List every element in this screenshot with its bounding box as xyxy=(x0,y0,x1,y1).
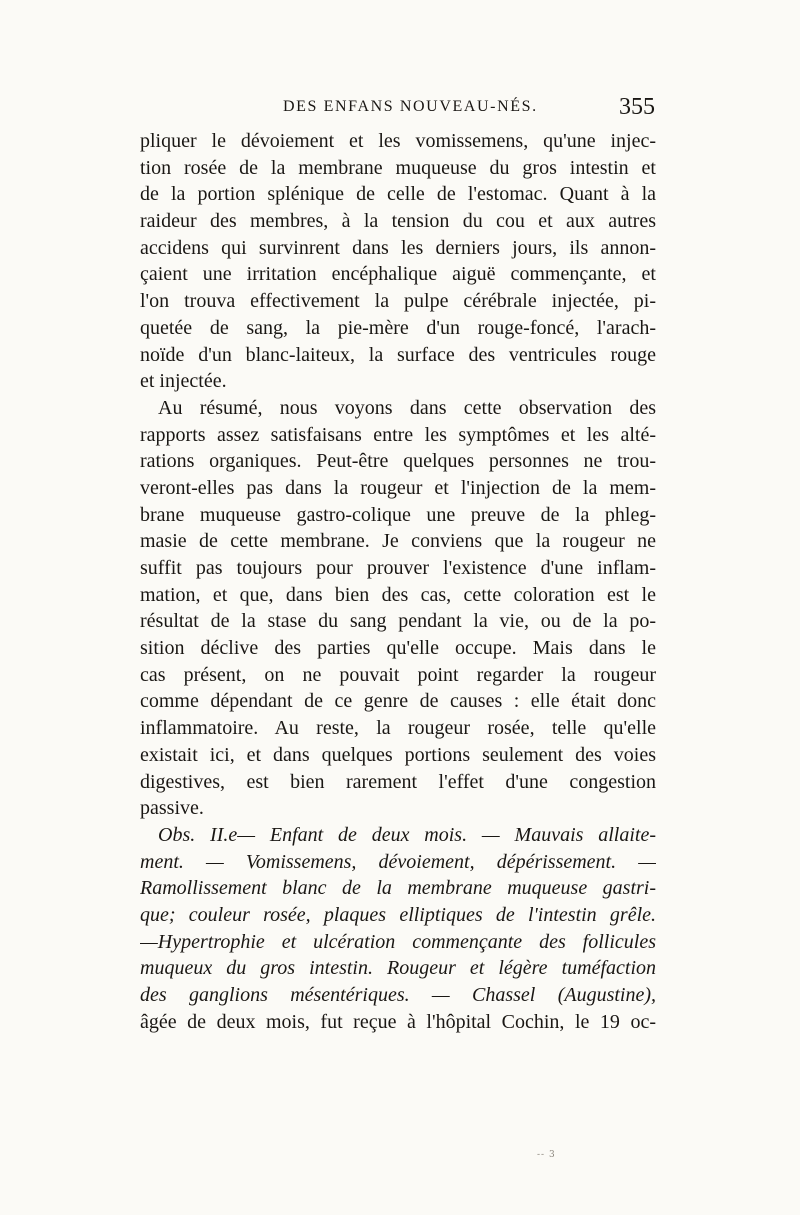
text-line: noïde d'un blanc-laiteux, la surface des ventricules rouge xyxy=(140,343,656,366)
text-line: l'on trouva effectivement la pulpe cérébrale injectée, pi- xyxy=(140,290,656,313)
observation-heading-line: ment. — Vomissemens, dévoiement, dépérissement. — xyxy=(140,850,656,873)
footer-mark: -- 3 xyxy=(537,1150,556,1160)
text-line: mation, et que, dans bien des cas, cette coloration est le xyxy=(140,583,656,606)
text-line: accidens qui survinrent dans les derniers jours, ils annon- xyxy=(140,236,656,259)
page-header xyxy=(140,94,655,128)
text-line: raideur des membres, à la tension du cou et aux autres xyxy=(140,210,656,233)
text-line: tion rosée de la membrane muqueuse du gros intestin et xyxy=(140,156,656,179)
text-line: brane muqueuse gastro-colique une preuve de la phleg- xyxy=(140,503,656,526)
body-text xyxy=(140,128,656,1035)
text-line: quetée de sang, la pie-mère d'un rouge-foncé, l'arach- xyxy=(140,316,656,339)
text-line: inflammatoire. Au reste, la rougeur rosée, telle qu'elle xyxy=(140,717,656,740)
text-line: cas présent, on ne pouvait point regarder la rougeur xyxy=(140,663,656,686)
observation-heading-line: —Hypertrophie et ulcération commençante des follicules xyxy=(140,930,656,953)
observation-heading-line: des ganglions mésentériques. — Chassel (Augustine), xyxy=(140,984,656,1006)
text-line: résultat de la stase du sang pendant la vie, ou de la po- xyxy=(140,610,656,633)
text-line: çaient une irritation encéphalique aiguë commençante, et xyxy=(140,263,656,286)
observation-heading-line: Ramollissement blanc de la membrane muqueuse gastri- xyxy=(140,877,656,900)
observation-heading-line: que; couleur rosée, plaques elliptiques de l'intestin grêle. xyxy=(140,903,656,926)
text-line: veront-elles pas dans la rougeur et l'injection de la mem- xyxy=(140,476,656,499)
text-line: masie de cette membrane. Je conviens que la rougeur ne xyxy=(140,530,656,553)
page-number: 355 xyxy=(619,94,655,120)
text-line: pliquer le dévoiement et les vomissemens, qu'une injec- xyxy=(140,130,656,152)
observation-heading-line: Obs. II.e— Enfant de deux mois. — Mauvais allaite- xyxy=(158,823,656,846)
text-line: suffit pas toujours pour prouver l'existence d'une inflam- xyxy=(140,557,656,579)
text-line: digestives, est bien rarement l'effet d'une congestion xyxy=(140,770,656,793)
text-line: âgée de deux mois, fut reçue à l'hôpital Cochin, le 19 oc- xyxy=(140,1010,656,1033)
text-line: de la portion splénique de celle de l'estomac. Quant à la xyxy=(140,183,656,206)
text-line: comme dépendant de ce genre de causes : elle était donc xyxy=(140,690,656,713)
text-line: sition déclive des parties qu'elle occupe. Mais dans le xyxy=(140,637,656,660)
text-line: et injectée. xyxy=(140,370,227,393)
text-line: existait ici, et dans quelques portions seulement des voies xyxy=(140,743,656,766)
paragraph-start-line: Au résumé, nous voyons dans cette observation des xyxy=(158,396,656,419)
text-line: rapports assez satisfaisans entre les symptômes et les alté- xyxy=(140,423,656,446)
running-title: DES ENFANS NOUVEAU-NÉS. xyxy=(283,98,538,115)
text-line: passive. xyxy=(140,797,204,820)
text-line: rations organiques. Peut-être quelques personnes ne trou- xyxy=(140,450,656,473)
observation-heading-line: muqueux du gros intestin. Rougeur et légère tuméfaction xyxy=(140,957,656,980)
